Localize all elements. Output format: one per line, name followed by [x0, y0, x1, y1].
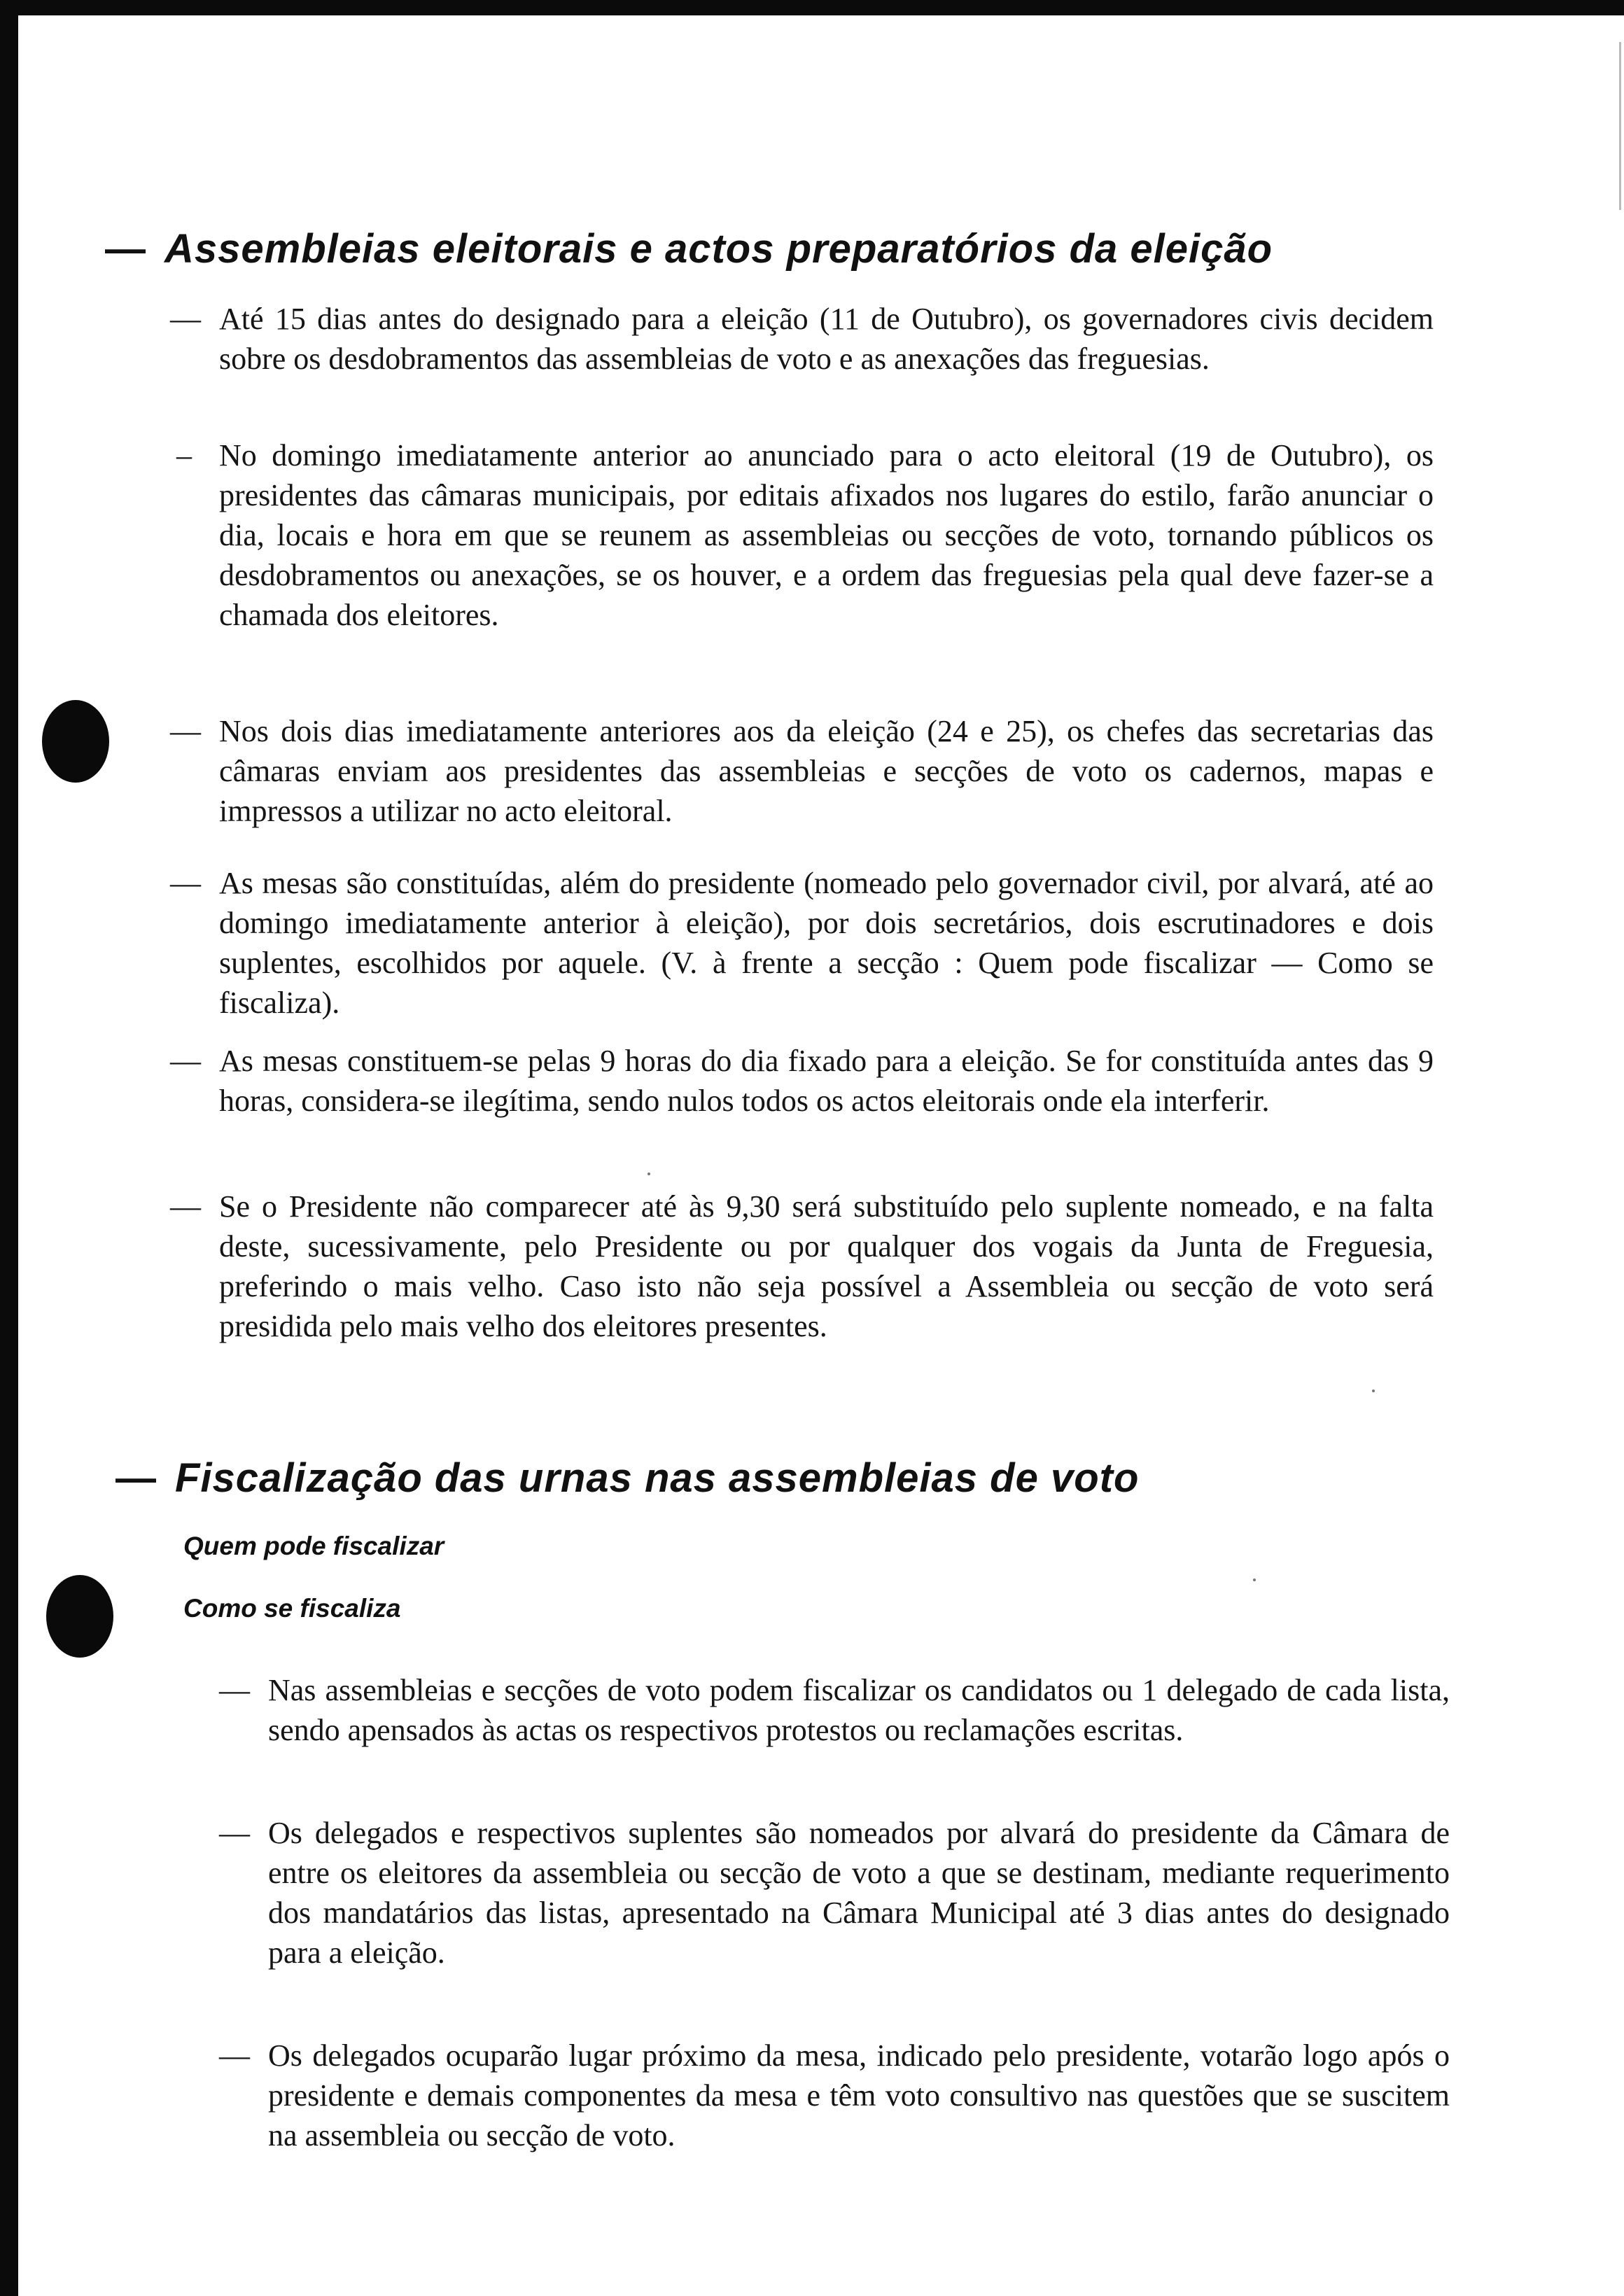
list-item	[219, 2036, 1450, 2155]
item-text: Se o Presidente não comparecer até às 9,30 será substituído pelo suplente nomeado, e na falta deste, sucessivamente, pelo Presidente ou por qualquer dos vogais da Junta de Freguesia, preferindo o mais velho. Caso isto não seja possível a Assembleia ou secção de voto será presidida pelo mais velho dos eleitores presentes.	[219, 1189, 1434, 1343]
item-dash: —	[170, 1189, 201, 1224]
scan-speck	[648, 1172, 650, 1175]
section-heading	[105, 225, 1273, 272]
item-text: Os delegados ocuparão lugar próximo da mesa, indicado pelo presidente, votarão logo após o presidente e demais componentes da mesa e têm voto consultivo nas questões que se suscitem na assembleia ou secção de voto.	[268, 2038, 1450, 2152]
scan-speck	[1372, 1390, 1375, 1392]
item-text: Nos dois dias imediatamente anteriores aos da eleição (24 e 25), os chefes das secretarias das câmaras enviam aos presidentes das assembleias e secções de voto os cadernos, mapas e impressos a utilizar no acto eleitoral.	[219, 714, 1434, 828]
scan-edge-right	[1619, 42, 1621, 210]
item-text: Nas assembleias e secções de voto podem fiscalizar os candidatos ou 1 delegado de cada lista, sendo apensados às actas os respectivos protestos ou reclamações escritas.	[268, 1673, 1450, 1747]
list-item	[176, 435, 1434, 635]
item-text: As mesas são constituídas, além do presidente (nomeado pelo governador civil, por alvará, até ao domingo imediatamente anterior à eleição), por dois secretários, dois escrutinadores e dois suplentes, escolhidos por aquele. (V. à frente a secção : Quem pode fiscalizar — Como se fiscaliza).	[219, 866, 1434, 1020]
heading-text: Assembleias eleitorais e actos preparatórios da eleição	[164, 226, 1273, 272]
item-text: Até 15 dias antes do designado para a eleição (11 de Outubro), os governadores civis decidem sobre os desdobramentos das assembleias de voto e as anexações das freguesias.	[219, 302, 1434, 376]
list-item	[170, 711, 1434, 831]
list-item	[170, 299, 1434, 379]
item-dash: —	[170, 302, 201, 336]
heading-dash: —	[115, 1455, 157, 1501]
scan-speck	[1253, 1578, 1256, 1581]
punch-hole-upper	[42, 700, 109, 783]
item-dash: —	[170, 714, 201, 748]
list-item	[219, 1813, 1450, 1973]
item-dash: —	[219, 1673, 250, 1707]
item-dash: —	[219, 1816, 250, 1850]
scan-border-left	[0, 0, 18, 2296]
scan-border-top	[0, 0, 1624, 15]
subheading-como-se-fiscaliza: Como se fiscaliza	[183, 1594, 401, 1623]
heading-text: Fiscalização das urnas nas assembleias de voto	[175, 1455, 1140, 1501]
list-item	[170, 863, 1434, 1023]
item-dash: –	[176, 438, 192, 472]
item-dash: —	[170, 866, 201, 900]
list-item	[219, 1670, 1450, 1750]
item-text: As mesas constituem-se pelas 9 horas do dia fixado para a eleição. Se for constituída antes das 9 horas, considera-se ilegítima, sendo nulos todos os actos eleitorais onde ela interferir.	[219, 1044, 1434, 1118]
list-item	[170, 1041, 1434, 1121]
punch-hole-lower	[46, 1575, 113, 1658]
item-text: No domingo imediatamente anterior ao anunciado para o acto eleitoral (19 de Outubro), os presidentes das câmaras municipais, por editais afixados nos lugares do estilo, farão anunciar o dia, locais e hora em que se reunem as assembleias ou secções de voto, tornando públicos os desdobramentos ou anexações, se os houver, e a ordem das freguesias pela qual deve fazer-se a chamada dos eleitores.	[219, 438, 1434, 632]
heading-dash: —	[105, 226, 146, 272]
item-dash: —	[219, 2038, 250, 2073]
item-text: Os delegados e respectivos suplentes são nomeados por alvará do presidente da Câmara de entre os eleitores da assembleia ou secção de voto a que se destinam, mediante requerimento dos mandatários das listas, apresentado na Câmara Municipal até 3 dias antes do designado para a eleição.	[268, 1816, 1450, 1970]
item-dash: —	[170, 1044, 201, 1078]
section-heading	[115, 1455, 1139, 1502]
subheading-quem-pode-fiscalizar: Quem pode fiscalizar	[183, 1532, 444, 1560]
list-item	[170, 1186, 1434, 1346]
